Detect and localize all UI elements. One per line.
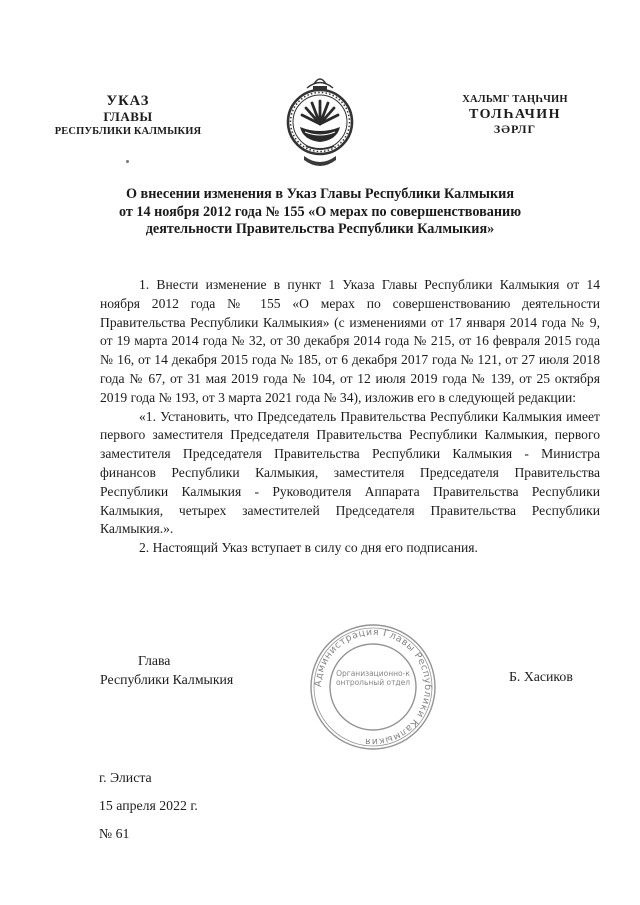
header-left-line2: ГЛАВЫ — [103, 109, 153, 124]
header-left-block — [18, 94, 238, 139]
header-right-line3: ЗӘРЛГ — [493, 122, 537, 136]
scan-speck — [126, 160, 129, 163]
header-left-line3: РЕСПУБЛИКИ КАЛМЫКИЯ — [54, 126, 202, 137]
stamp-inner-text: Организационно-контрольный отдел — [335, 669, 411, 687]
header-right-block — [420, 92, 610, 137]
header-left-line1: УКАЗ — [106, 93, 150, 109]
title-line3: деятельности Правительства Республики Калмыкия» — [145, 221, 495, 237]
title-line1: О внесении изменения в Указ Главы Республики Калмыкия — [125, 186, 515, 202]
title-line2: от 14 ноября 2012 года № 155 «О мерах по совершенствованию — [118, 203, 522, 220]
paragraph-1: 1. Внести изменение в пункт 1 Указа Главы Республики Калмыкия от 14 ноября 2012 года № 155 «О мерах по совершенствованию деятельности Правительства Республики Калмыкия» (с изменениями от 17 января 2014 года № 9, от 19 марта 2014 года № 32, от 30 декабря 2014 года № 215, от 16 февраля 2015 года № 16, от 14 декабря 2015 года № 185, от 6 декабря 2017 года № 121, от 27 июля 2018 года № 67, от 31 мая 2019 года № 104, от 12 июля 2019 года № 139, от 25 октября 2019 года № 193, от 3 марта 2021 года № 34), изложив его в следующей редакции: — [100, 277, 600, 405]
issue-city: г. Элиста — [99, 770, 152, 785]
decree-body — [100, 276, 600, 558]
stamp-ring-text: Администрация Главы Республики Калмыкия — [312, 626, 434, 748]
paragraph-quote: «1. Установить, что Председатель Правительства Республики Калмыкия имеет первого заместителя Председателя Правительства Республики Калмыкия, первого заместителя Председателя Правительства Республики Калмыкия - Министра финансов Республики Калмыкия, заместителя Председателя Правительства Республики Калмыкия - Руководителя Аппарата Правительства Республики Калмыкия, четырех заместителей Председателя Правительства Республики Калмыкия.». — [100, 408, 600, 537]
official-stamp — [308, 622, 438, 752]
issue-date: 15 апреля 2022 г. — [99, 798, 198, 813]
signatory-title — [100, 651, 233, 689]
header-right-line1: ХАЛЬМГ ТАҢҺЧИН — [462, 94, 568, 105]
coat-of-arms-emblem — [283, 72, 357, 168]
signatory-title-line1: Глава — [138, 653, 171, 668]
signatory-name: Б. Хасиков — [509, 669, 573, 684]
signatory-title-line2: Республики Калмыкия — [100, 672, 234, 687]
decree-number: № 61 — [99, 826, 130, 841]
decree-title — [70, 186, 570, 239]
paragraph-2: 2. Настоящий Указ вступает в силу со дня его подписания. — [139, 540, 478, 556]
header-right-line2: ТОЛҺАЧИН — [468, 107, 562, 122]
